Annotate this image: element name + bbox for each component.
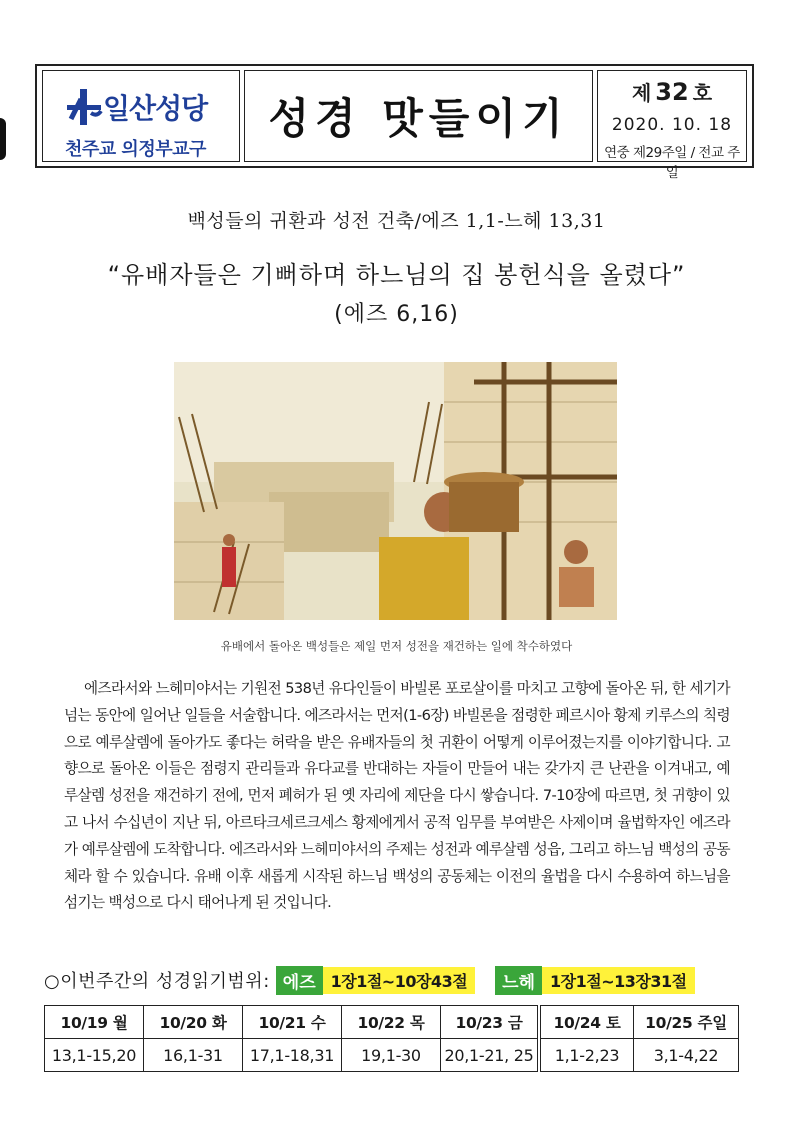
weekly-reading-range [44,966,695,994]
schedule-day: 10/25 주일 [634,1006,739,1039]
key-quote: “유배자들은 기뻐하며 하느님의 집 봉헌식을 올렸다” [107,261,686,289]
book2-range: 1장1절~13장31절 [542,967,695,994]
issue-prefix: 제 [631,81,652,105]
schedule-range: 3,1-4,22 [634,1039,739,1072]
weekend-schedule-table [540,1005,739,1072]
church-logo-icon [63,85,105,127]
quote-reference: (에즈 6,16) [334,302,459,327]
schedule-range: 13,1-15,20 [45,1039,144,1072]
issue-date: 2020. 10. 18 [611,115,733,135]
schedule-range: 17,1-18,31 [243,1039,342,1072]
schedule-day: 10/24 토 [541,1006,634,1039]
newsletter-title: 성경 맛들이기 [268,94,569,143]
liturgical-week: 연중 제29주일 / 전교 주일 [604,145,740,181]
schedule-day: 10/19 월 [45,1006,144,1039]
schedule-range: 19,1-30 [342,1039,441,1072]
temple-rebuilding-illustration [174,362,617,620]
title-cell [244,70,593,162]
book1-tag: 에즈 [276,966,323,995]
weekday-schedule-table [44,1005,538,1072]
diocese-name: 천주교 의정부교구 [65,139,206,160]
reading-label: ○이번주간의 성경읽기범위: [44,971,270,992]
schedule-day: 10/22 목 [342,1006,441,1039]
parish-logo-cell [42,70,240,162]
issue-number-value: 32 [655,78,689,106]
newsletter-header [35,64,754,181]
body-paragraph: 에즈라서와 느헤미야서는 기원전 538년 유다인들이 바빌론 포로살이를 마치고 고향에 돌아온 뒤, 한 세기가 넘는 동안에 일어난 일들을 서술합니다. 에즈라서는 먼저(1-6장) 바빌론을 점령한 페르시아 황제 키루스의 칙령으로 예루살렘에 돌아가도 좋다는 허락을 받은 유배자들의 첫 귀환이 어떻게 이루어졌는지를 이야기합니다. 고향으로 돌아온 이들은 점령지 관리들과 유다교를 반대하는 자들이 만들어 내는 갖가지 큰 난관을 이겨내고, 예루살렘 성전을 재건하기 전에, 먼저 폐허가 된 옛 자리에 제단을 다시 쌓습니다. 7-10장에 따르면, 첫 귀향이 있고 나서 수십년이 지난 뒤, 아르타크세르크세스 황제에게서 공적 임무를 부여받은 사제이며 율법학자인 에즈라가 예루살렘에 도착합니다. 에즈라서와 느헤미야서의 주제는 성전과 예루살렘 성읍, 그리고 하느님 백성의 공동체라 할 수 있습니다. 유배 이후 새롭게 시작된 하느님 백성의 공동체는 이전의 율법을 다시 수용하여 하느님을 섬기는 백성으로 다시 태어나게 된 것입니다. [64,680,730,912]
issue-cell [597,70,747,181]
binding-mark [0,118,6,160]
issue-suffix: 호 [692,81,713,105]
issue-number [598,77,746,106]
schedule-range: 20,1-21, 25 [441,1039,538,1072]
schedule-day: 10/20 화 [144,1006,243,1039]
schedule-day: 10/23 금 [441,1006,538,1039]
book2-tag: 느헤 [495,966,542,995]
parish-name: 일산성당 [103,92,208,125]
schedule-range: 1,1-2,23 [541,1039,634,1072]
book1-range: 1장1절~10장43절 [323,967,476,994]
schedule-range: 16,1-31 [144,1039,243,1072]
topic-line: 백성들의 귀환과 성전 건축/에즈 1,1-느헤 13,31 [187,210,606,232]
image-caption: 유배에서 돌아온 백성들은 제일 먼저 성전을 재건하는 일에 착수하였다 [220,639,573,653]
schedule-day: 10/21 수 [243,1006,342,1039]
